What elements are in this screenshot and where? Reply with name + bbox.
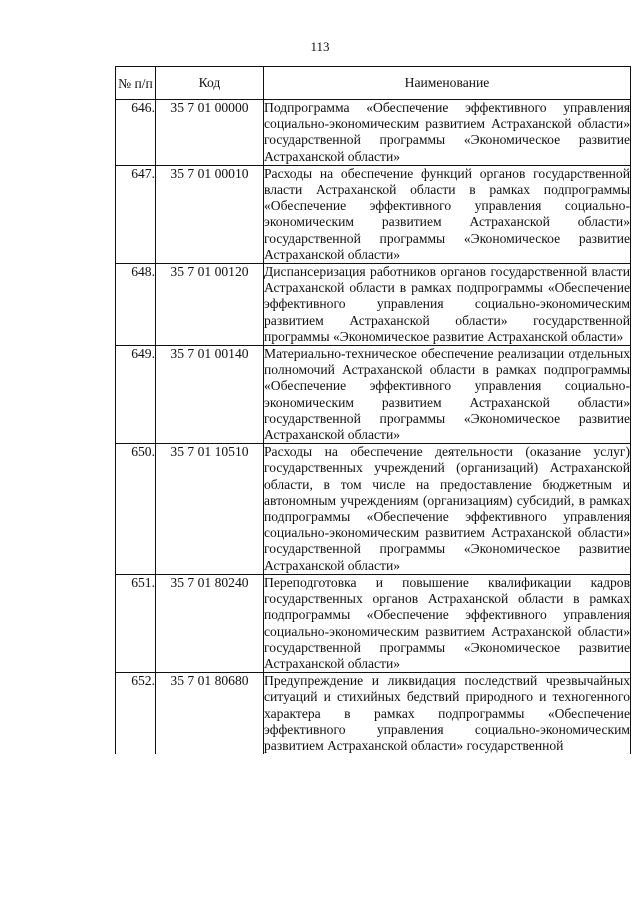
header-code: [156, 67, 264, 100]
row-number: 647.: [116, 165, 156, 263]
row-code: 35 7 01 00140: [156, 346, 264, 444]
row-name: Подпрограмма «Обеспечение эффективного управления социально-экономическим развитием Астраханской области» государственной программы «Экономическое развитие Астраханской области»: [264, 100, 630, 164]
row-number: 646.: [116, 100, 156, 166]
row-code: 35 7 01 80240: [156, 574, 264, 672]
table-row: [116, 165, 631, 263]
row-code: 35 7 01 00000: [156, 100, 264, 166]
row-code: 35 7 01 10510: [156, 444, 264, 575]
header-code-label: Код: [198, 74, 221, 90]
row-number: 651.: [116, 574, 156, 672]
header-name-label: Наименование: [404, 74, 490, 90]
row-name: Расходы на обеспечение деятельности (оказание услуг) государственных учреждений (организаций) Астраханской области, в том числе на предоставление бюджетным и автономным учреждениям (организациям) субсидий, в рамках подпрограммы «Обеспечение эффективного управления социально-экономическим развитием Астраханской области» государственной программы «Экономическое развитие Астраханской области»: [264, 444, 630, 573]
row-number: 652.: [116, 673, 156, 755]
table-header-row: [116, 67, 631, 100]
table-row: [116, 444, 631, 575]
row-name: Расходы на обеспечение функций органов государственной власти Астраханской области в рамках подпрограммы «Обеспечение эффективного управления социально-экономическим развитием Астраханской области» государственной программы «Экономическое развитие Астраханской области»: [264, 165, 630, 262]
row-number: 650.: [116, 444, 156, 575]
row-number: 649.: [116, 346, 156, 444]
row-code: 35 7 01 80680: [156, 673, 264, 755]
page-number: 113: [310, 39, 330, 54]
table-row: [116, 673, 631, 755]
header-name: [264, 67, 631, 100]
header-num: [116, 67, 156, 100]
table-row: [116, 346, 631, 444]
row-name: Материально-техническое обеспечение реализации отдельных полномочий Астраханской области в рамках подпрограммы «Обеспечение эффективного управления социально-экономическим развитием Астраханской области» государственной программы «Экономическое развитие Астраханской области»: [264, 346, 630, 443]
table-row: [116, 264, 631, 346]
row-code: 35 7 01 00010: [156, 165, 264, 263]
row-name: Диспансеризация работников органов государственной власти Астраханской области в рамках подпрограммы «Обеспечение эффективного управления социально-экономическим развитием Астраханской области» государственной программы «Экономическое развитие Астраханской области»: [264, 264, 630, 344]
row-name: Предупреждение и ликвидация последствий чрезвычайных ситуаций и стихийных бедствий природного и техногенного характера в рамках подпрограммы «Обеспечение эффективного управления социально-экономическим развитием Астраханской области» государственной: [264, 673, 630, 753]
table-row: [116, 574, 631, 672]
row-number: 648.: [116, 264, 156, 346]
row-name: Переподготовка и повышение квалификации кадров государственных органов Астраханской области в рамках подпрограммы «Обеспечение эффективного управления социально-экономическим развитием Астраханской области» государственной программы «Экономическое развитие Астраханской области»: [264, 574, 630, 671]
code-table: [115, 66, 631, 754]
row-code: 35 7 01 00120: [156, 264, 264, 346]
header-num-label: № п/п: [118, 75, 153, 91]
table-row: [116, 100, 631, 166]
